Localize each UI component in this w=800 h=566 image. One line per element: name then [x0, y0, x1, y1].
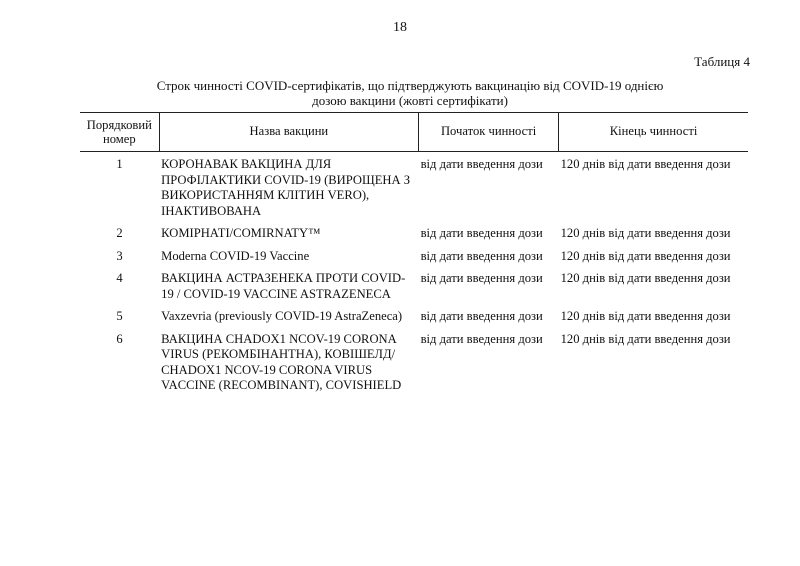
table-row	[80, 226, 748, 249]
validity-end: 120 днів від дати введення дози	[560, 331, 731, 346]
table-row	[80, 249, 748, 272]
vaccine-name: КОРОНАВАК ВАКЦИНА ДЛЯ ПРОФІЛАКТИКИ COVID-19 (ВИРОЩЕНА З ВИКОРИСТАННЯМ КЛІТИН VERO), ІНАКТИВОВАНА	[161, 157, 411, 218]
page-number: 18	[393, 20, 407, 35]
table-header-row	[80, 113, 748, 152]
table-caption: Строк чинності COVID-сертифікатів, що підтверджують вакцинацію від COVID-19 однією дозою вакцини (жовті сертифікати)	[156, 78, 664, 108]
row-number: 4	[116, 271, 123, 285]
table-row	[80, 271, 748, 309]
validity-start: від дати введення дози	[420, 271, 543, 285]
vaccine-name: ВАКЦИНА CHADOX1 NCOV-19 CORONA VIRUS (РЕКОМБІНАНТНА), КОВІШЕЛД/ CHADOX1 NCOV-19 CORONA VIRUS VACCINE (RECOMBINANT), COVISHIELD	[161, 331, 402, 392]
header-number: Порядковий номер	[80, 113, 159, 152]
row-number: 3	[116, 248, 123, 263]
table-row	[80, 152, 748, 227]
vaccine-table	[80, 112, 748, 401]
header-start: Початок чинності	[419, 113, 559, 152]
validity-end: 120 днів від дати введення дози	[560, 271, 731, 285]
validity-end: 120 днів від дати введення дози	[560, 157, 731, 171]
table-row	[80, 332, 748, 401]
validity-start: від дати введення дози	[420, 248, 543, 263]
validity-end: 120 днів від дати введення дози	[560, 248, 731, 263]
vaccine-name: ВАКЦИНА АСТРАЗЕНЕКА ПРОТИ COVID-19 / COVID-19 VACCINE ASTRAZENECA	[161, 271, 406, 301]
validity-start: від дати введення дози	[420, 309, 543, 323]
vaccine-name: КОМІРНАТІ/COMIRNATY™	[161, 226, 321, 240]
header-end: Кінець чинності	[559, 113, 748, 152]
validity-end: 120 днів від дати введення дози	[560, 226, 731, 240]
validity-end: 120 днів від дати введення дози	[560, 309, 731, 323]
validity-start: від дати введення дози	[420, 157, 543, 171]
row-number: 2	[116, 226, 123, 240]
header-name: Назва вакцини	[159, 113, 418, 152]
vaccine-name: Moderna COVID-19 Vaccine	[161, 248, 310, 263]
table-label: Таблиця 4	[694, 54, 750, 69]
validity-start: від дати введення дози	[420, 331, 543, 346]
vaccine-name: Vaxzevria (previously COVID-19 AstraZeneca)	[161, 309, 403, 323]
row-number: 1	[116, 157, 123, 171]
table-row	[80, 309, 748, 332]
validity-start: від дати введення дози	[420, 226, 543, 240]
row-number: 5	[116, 309, 123, 323]
row-number: 6	[116, 331, 123, 346]
